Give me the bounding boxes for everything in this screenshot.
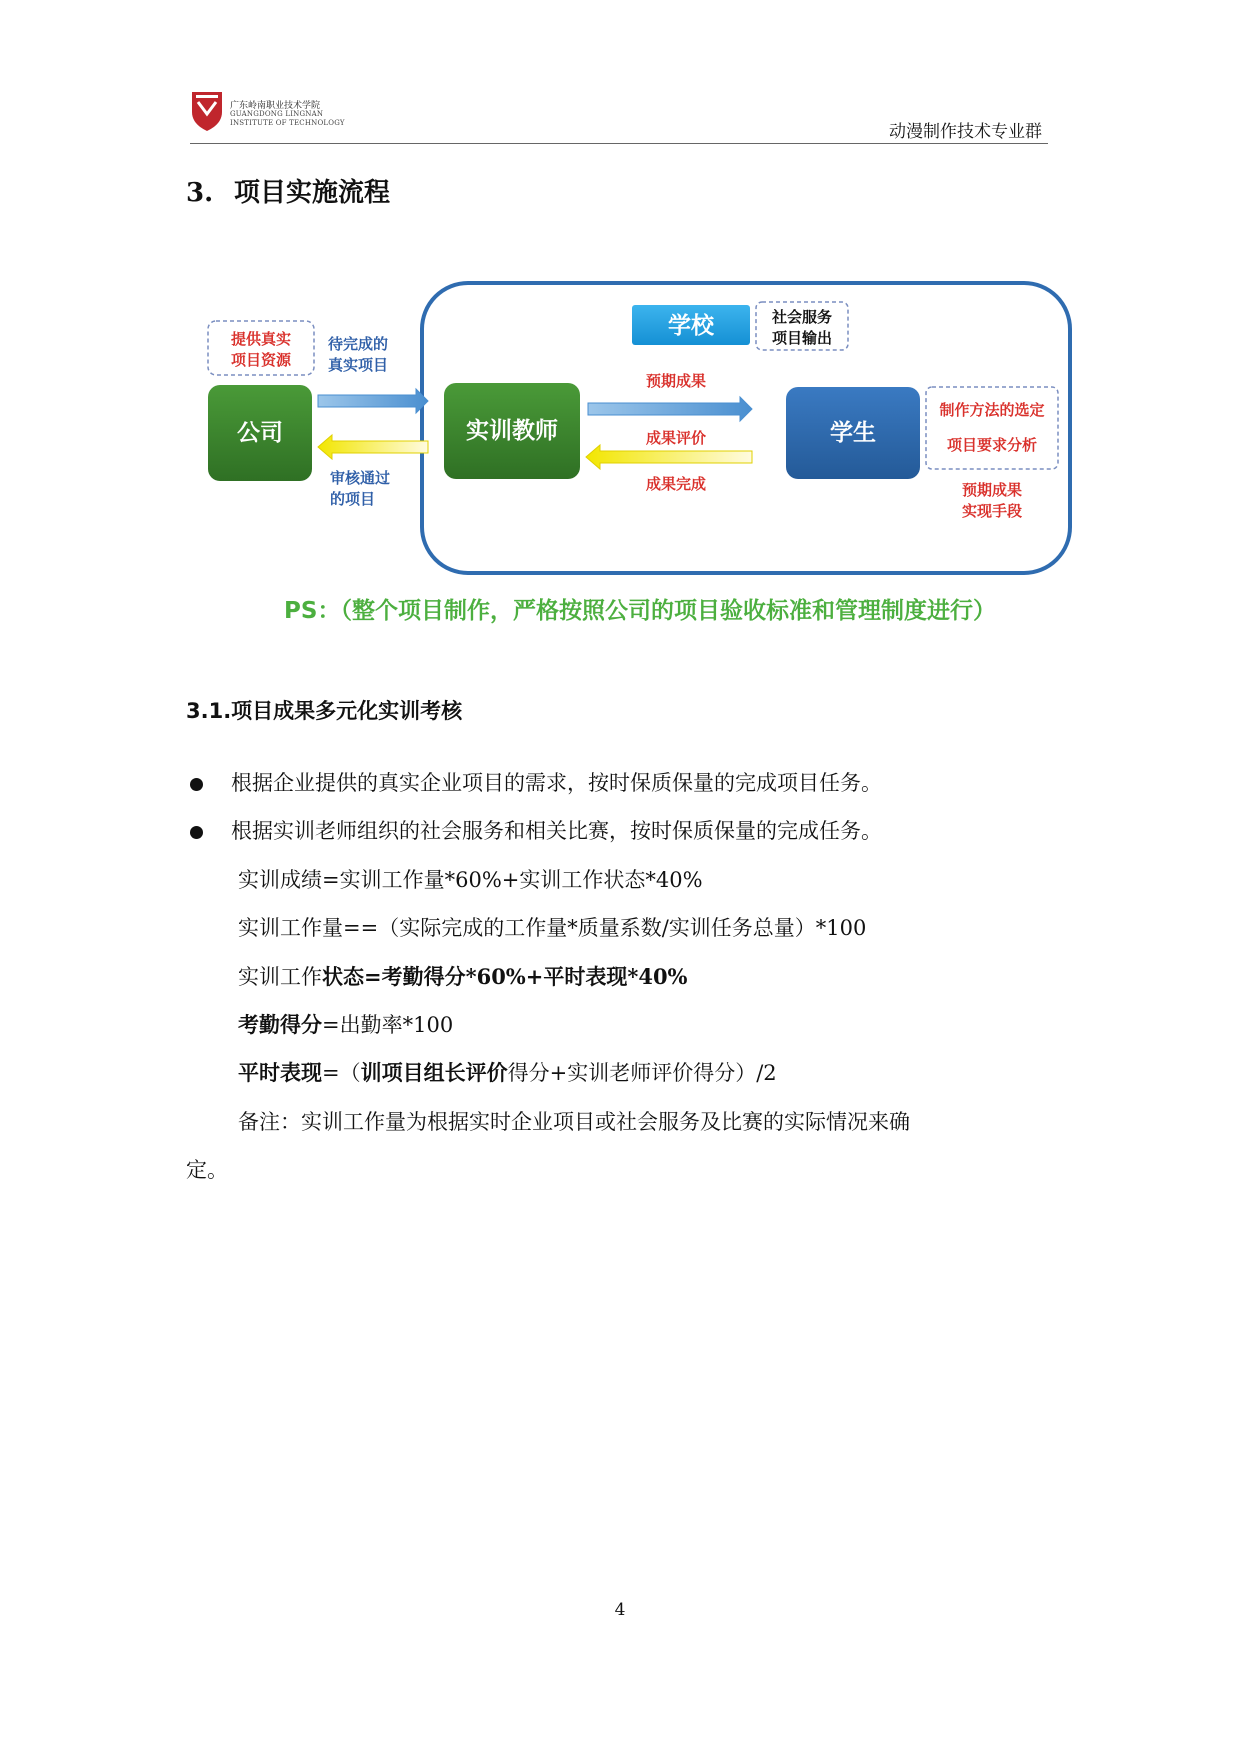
formula-performance-leader: 训项目组长评价 [360,1060,508,1085]
note-line-1: 备注：实训工作量为根据实时企业项目或社会服务及比赛的实际情况来确 [238,1110,910,1134]
formula-work-status [238,966,688,988]
provide-resources-line-1: 提供真实 [230,330,292,348]
formula-work-status-body: 状态=考勤得分*60%+平时表现*40% [322,964,688,989]
company-to-teacher-arrow [318,389,428,413]
company-label: 公司 [237,420,283,446]
result-complete-label: 成果完成 [645,475,707,493]
formula-performance-open: =（ [322,1061,361,1085]
header-group-name: 动漫制作技术专业群 [889,122,1042,142]
means-line-2: 实现手段 [961,502,1023,520]
means-line-1: 预期成果 [961,481,1023,499]
formula-attendance [238,1014,453,1036]
provide-resources-line-2: 项目资源 [230,351,292,369]
pending-project-line-2: 真实项目 [328,356,389,374]
process-flow-diagram [200,275,1080,635]
social-service-line-2: 项目输出 [771,329,833,347]
requirement-analysis-label: 项目要求分析 [946,436,1038,454]
teacher-label: 实训教师 [466,418,558,444]
subsection-heading: 3.1.项目成果多元化实训考核 [186,699,463,723]
pending-project-line-1: 待完成的 [328,335,389,353]
shield-logo-icon [190,88,224,132]
formula-attendance-body: =出勤率*100 [322,1013,454,1037]
note-line-2: 定。 [186,1158,228,1182]
header-divider [190,143,1048,144]
student-label: 学生 [830,420,876,446]
expected-result-label: 预期成果 [645,372,707,390]
logo-english-name-1: GUANGDONG LINGNAN [230,110,324,118]
school-logo [190,88,345,136]
section-title: 项目实施流程 [234,178,391,208]
bullet-dot [190,778,203,791]
section-number: 3. [186,178,214,208]
method-selection-label: 制作方法的选定 [939,401,1045,419]
formula-training-score: 实训成绩=实训工作量*60%+实训工作状态*40% [238,868,703,892]
school-label: 学校 [668,313,714,339]
approved-project-line-2: 的项目 [330,490,376,508]
teacher-to-company-arrow [318,435,428,459]
logo-chinese-name: 广东岭南职业技术学院 [230,101,321,111]
ps-note: PS：（整个项目制作，严格按照公司的项目验收标准和管理制度进行） [284,598,996,624]
formula-daily-performance [238,1062,777,1084]
formula-work-status-prefix: 实训工作 [238,965,322,989]
result-evaluation-label: 成果评价 [645,429,707,447]
student-tasks-box [926,387,1058,469]
formula-attendance-term: 考勤得分 [238,1012,322,1037]
formula-performance-rest: 得分+实训老师评价得分）/2 [507,1061,777,1085]
formula-workload: 实训工作量==（实际完成的工作量*质量系数/实训任务总量）*100 [238,916,867,940]
bullet-dot [190,826,203,839]
formula-performance-term: 平时表现 [238,1060,322,1085]
bullet-item-1: 根据企业提供的真实企业项目的需求，按时保质保量的完成项目任务。 [231,771,882,795]
bullet-item-2: 根据实训老师组织的社会服务和相关比赛，按时保质保量的完成任务。 [231,819,882,843]
approved-project-line-1: 审核通过 [330,469,391,487]
social-service-line-1: 社会服务 [771,308,833,326]
logo-english-name-2: INSTITUTE OF TECHNOLOGY [230,119,345,127]
section-heading [186,172,390,209]
page-number: 4 [614,1600,626,1620]
